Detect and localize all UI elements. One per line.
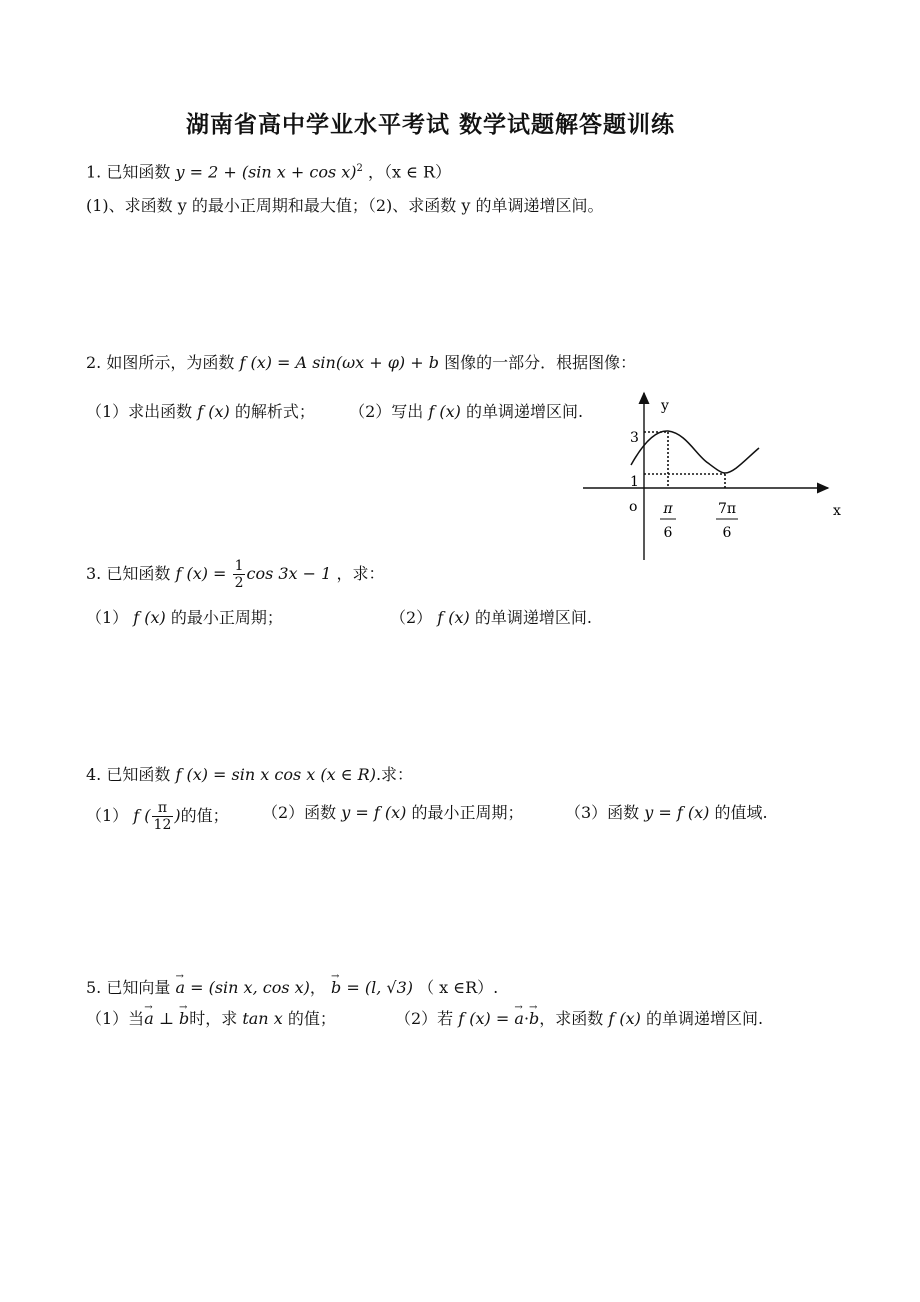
q5-part2-func: f (x) = — [458, 1009, 510, 1028]
y-axis-label: y — [661, 398, 669, 414]
q3-part2-text: 的单调递增区间. — [474, 608, 592, 627]
q5-part1-vector-a: → a — [144, 1008, 154, 1030]
origin-label: o — [629, 499, 638, 515]
q3-frac-den: 2 — [234, 575, 244, 591]
q4-part1-text: 的值； — [180, 806, 229, 825]
x-tick-7pi6-num: 7π — [717, 501, 737, 517]
y-tick-1: 1 — [630, 474, 639, 490]
q5-tail: （ x ∈R）. — [418, 978, 499, 997]
q3-fraction — [233, 558, 246, 591]
question-5 — [86, 977, 498, 999]
q2-formula: f (x) = A sin(ωx + φ) + b — [239, 353, 439, 372]
q4-part3-text: 的值域. — [714, 803, 768, 822]
vector-a: → a — [175, 977, 185, 999]
q3-part-1 — [86, 607, 283, 629]
q5-part2-end: 的单调递增区间. — [646, 1009, 764, 1028]
q2-part1-func: f (x) — [197, 402, 230, 421]
q3-func: f (x) = — [175, 564, 227, 583]
q2-part2-text: 的单调递增区间. — [465, 402, 584, 421]
q4-tail: .求： — [375, 765, 414, 784]
q5-part1-text: 时，求 — [189, 1009, 238, 1028]
q3-part2-label: （2） — [390, 608, 433, 627]
q3-intro: 3. 已知函数 — [86, 564, 171, 583]
q5-part2-label: （2）若 — [395, 1009, 454, 1028]
q5-sep: ， — [309, 978, 326, 997]
q2-parts — [86, 401, 583, 423]
q5-intro: 5. 已知向量 — [86, 978, 171, 997]
q4-part2-func: y = f (x) — [341, 803, 407, 822]
function-graph — [578, 385, 858, 565]
q4-part-2 — [262, 802, 524, 824]
q5-part-1 — [86, 1008, 336, 1030]
q2-part1-label: （1）求出函数 — [86, 402, 193, 421]
q5-part2-func2: f (x) — [608, 1009, 641, 1028]
q4-frac-den: 12 — [153, 817, 172, 833]
q3-part1-func: f (x) — [133, 608, 166, 627]
q3-frac-num: 1 — [234, 558, 244, 574]
x-tick-pi6-den: 6 — [663, 525, 673, 541]
q5-part1-label: （1）当 — [86, 1009, 145, 1028]
q2-part1-text: 的解析式； — [234, 402, 315, 421]
q1-formula: y = 2 + (sin x + cos x) — [175, 162, 357, 182]
question-4 — [86, 764, 413, 786]
q1-parts: (1)、求函数 y 的最小正周期和最大值；（2)、求函数 y 的单调递增区间。 — [86, 196, 604, 215]
q1-intro: 1. 已知函数 — [86, 162, 171, 182]
q5-part1-end: 的值； — [287, 1009, 336, 1028]
q5-a-value: = (sin x, cos x) — [190, 978, 310, 997]
q1-domain: ，（x ∈ R） — [368, 162, 452, 182]
q2-part2-func: f (x) — [428, 402, 461, 421]
y-tick-3: 3 — [630, 430, 639, 446]
q3-part-2 — [390, 607, 592, 629]
question-3 — [86, 558, 384, 591]
q4-intro: 4. 已知函数 — [86, 765, 171, 784]
x-tick-7pi6-den: 6 — [722, 525, 732, 541]
q3-part1-label: （1） — [86, 608, 129, 627]
q5-part2-text: ，求函数 — [539, 1009, 604, 1028]
q3-tail: ，求： — [336, 564, 385, 583]
x-axis-label: x — [833, 503, 841, 519]
q4-formula: f (x) = sin x cos x (x ∈ R) — [175, 765, 376, 784]
q4-part1-label: （1） — [86, 806, 129, 825]
q4-part2-text: 的最小正周期； — [411, 803, 524, 822]
question-2 — [86, 352, 636, 374]
q3-part2-func: f (x) — [437, 608, 470, 627]
q4-fraction — [152, 800, 174, 833]
q3-formula-rest: cos 3x − 1 — [246, 564, 332, 583]
page-title: 湖南省高中学业水平考试 数学试题解答题训练 — [186, 111, 676, 138]
q5-b-value: = (l, √3) — [346, 978, 413, 997]
q4-part1-func: f ( — [133, 806, 151, 825]
q4-part3-func: y = f (x) — [644, 803, 710, 822]
q5-part1-tan: tan x — [242, 1009, 283, 1028]
q4-part-1 — [86, 800, 229, 833]
q5-part2-vector-b: → b — [529, 1008, 539, 1030]
sine-curve — [631, 431, 759, 473]
q4-part1-close: ) — [174, 806, 181, 825]
q1-exponent: 2 — [356, 163, 363, 174]
question-1 — [86, 158, 451, 183]
q2-part2-label: （2）写出 — [349, 402, 424, 421]
q4-part-3 — [565, 802, 768, 824]
q2-intro: 2. 如图所示，为函数 — [86, 353, 235, 372]
q5-perp: ⊥ — [158, 1009, 174, 1028]
q4-frac-num: π — [152, 800, 174, 817]
q5-part2-vector-a: → a — [514, 1008, 524, 1030]
q5-dot: · — [523, 1009, 530, 1028]
q5-part1-vector-b: → b — [179, 1008, 189, 1030]
vector-b: → b — [331, 977, 341, 999]
q3-part1-text: 的最小正周期； — [170, 608, 283, 627]
q5-part-2 — [395, 1008, 763, 1030]
x-tick-pi6-num: π — [663, 501, 673, 517]
q4-part2-label: （2）函数 — [262, 803, 337, 822]
q4-part3-label: （3）函数 — [565, 803, 640, 822]
q2-tail: 图像的一部分．根据图像： — [444, 353, 637, 372]
